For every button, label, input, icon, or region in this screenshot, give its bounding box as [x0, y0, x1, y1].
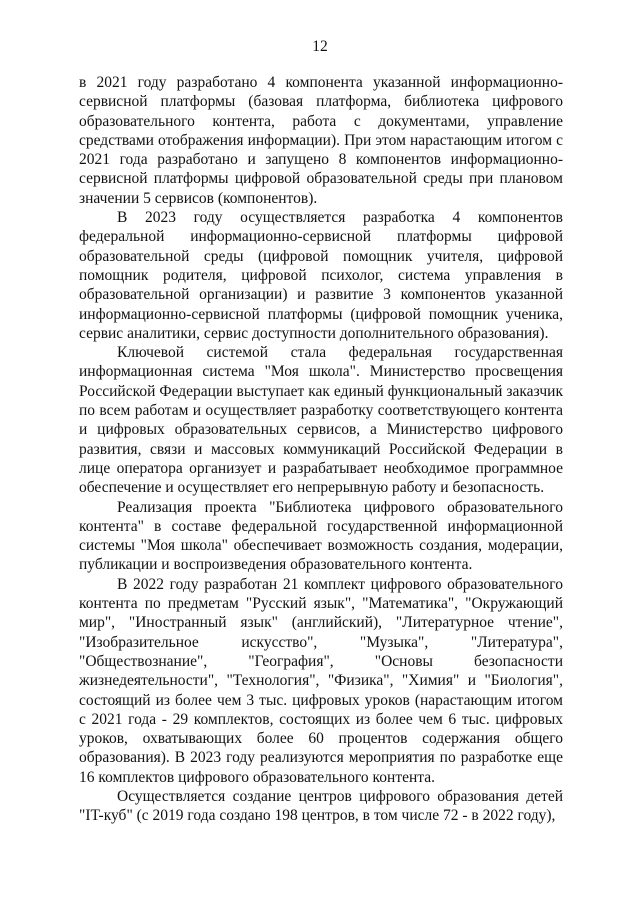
paragraph: Ключевой системой стала федеральная государственная информационная система "Моя школа". Министерство просвещения Российской Федерации выступает как единый функциональный заказчик по всем работам и осуществляет разработку соответствующего контента и цифровых образовательных сервисов, а Министерство цифрового развития, связи и массовых коммуникаций Российской Федерации в лице оператора организует и разрабатывает необходимое программное обеспечение и осуществляет его непрерывную работу и безопасность. [79, 344, 563, 497]
paragraph: в 2021 году разработано 4 компонента указанной информационно-сервисной платформы (базовая платформа, библиотека цифрового образовательного контента, работа с документами, управление средствами отображения информации). При этом нарастающим итогом с 2021 года разработано и запущено 8 компонентов информационно-сервисной платформы цифровой образовательной среды при плановом значении 5 сервисов (компонентов). [79, 74, 563, 207]
page-number: 12 [312, 38, 328, 55]
paragraph: В 2023 году осуществляется разработка 4 компонентов федеральной информационно-сервисной платформы цифровой образовательной среды (цифровой помощник учителя, цифровой помощник родителя, цифровой психолог, система управления в образовательной организации) и развитие 3 компонентов указанной информационно-сервисной платформы (цифровой помощник ученика, сервис аналитики, сервис доступности дополнительного образования). [79, 209, 563, 342]
paragraph: В 2022 году разработан 21 комплект цифрового образовательного контента по предметам "Русский язык", "Математика", "Окружающий мир", "Иностранный язык" (английский), "Литературное чтение", "Изобразительное искусство", "Музыка", "Литература", "Обществознание", "География", "Основы безопасности жизнедеятельности", "Технология", "Физика", "Химия" и "Биология", состоящий из более чем 3 тыс. цифровых уроков (нарастающим итогом с 2021 года - 29 комплектов, состоящих из более чем 6 тыс. цифровых уроков, охватывающих более 60 процентов содержания общего образования). В 2023 году реализуются мероприятия по разработке еще 16 комплектов цифрового образовательного контента. [79, 575, 563, 786]
paragraph: Реализация проекта "Библиотека цифрового образовательного контента" в составе федеральной государственной информационной системы "Моя школа" обеспечивает возможность создания, модерации, публикации и воспроизведения образовательного контента. [79, 498, 563, 574]
document-body [79, 73, 563, 826]
paragraph: Осуществляется создание центров цифрового образования детей "IT-куб" (с 2019 года создано 198 центров, в том числе 72 - в 2022 году), [79, 787, 563, 825]
